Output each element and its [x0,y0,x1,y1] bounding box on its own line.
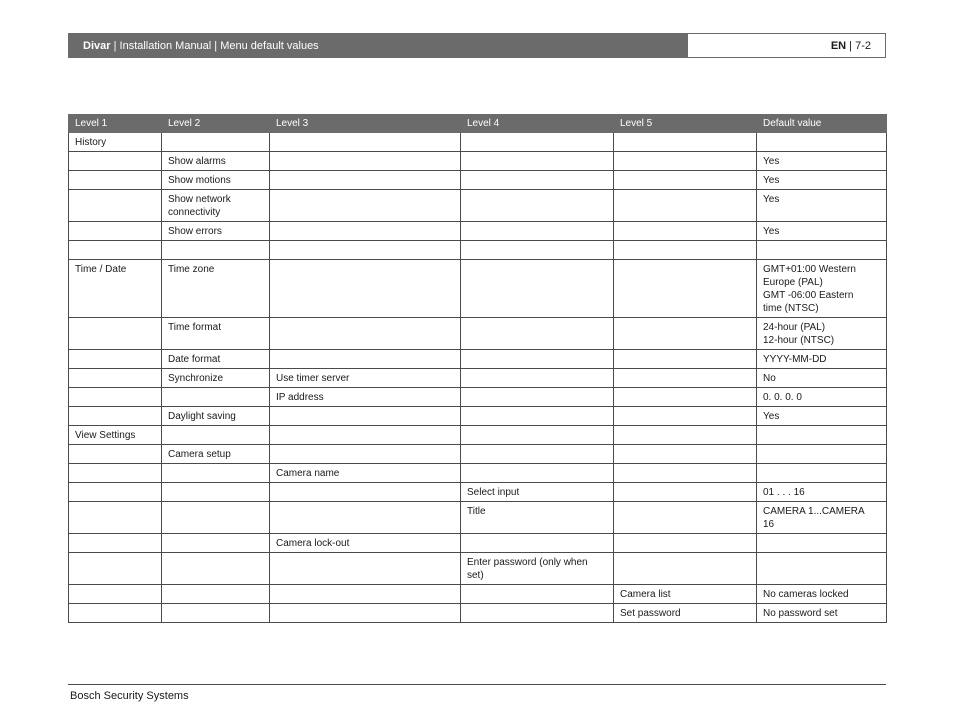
table-cell [614,318,757,350]
table-cell: Title [461,502,614,534]
table-cell [461,585,614,604]
table-row [69,534,887,553]
table-cell: CAMERA 1...CAMERA 16 [757,502,887,534]
table-cell [461,241,614,260]
table-cell [69,152,162,171]
table-cell [614,553,757,585]
table-cell [461,407,614,426]
table-cell [614,534,757,553]
table-cell: Camera setup [162,445,270,464]
table-row [69,350,887,369]
table-cell [270,190,461,222]
footer-divider [68,684,886,685]
table-cell [614,171,757,190]
table-cell [69,222,162,241]
table-cell [69,369,162,388]
table-cell: Camera list [614,585,757,604]
table-row [69,190,887,222]
header-title [69,34,688,57]
footer-company: Bosch Security Systems [70,690,189,702]
table-cell [614,260,757,318]
table-cell [614,222,757,241]
table-cell [69,553,162,585]
table-cell [757,464,887,483]
table-cell [614,190,757,222]
table-cell: 24-hour (PAL) 12-hour (NTSC) [757,318,887,350]
table-cell [614,445,757,464]
table-body [69,133,887,623]
table-cell [757,534,887,553]
table-cell [270,604,461,623]
table-cell [69,445,162,464]
table-cell [461,369,614,388]
table-cell [69,318,162,350]
table-cell: IP address [270,388,461,407]
table-cell [461,388,614,407]
table-cell [614,426,757,445]
table-cell: No cameras locked [757,585,887,604]
table-row [69,133,887,152]
table-cell: 0. 0. 0. 0 [757,388,887,407]
table-row [69,241,887,260]
table-cell [614,407,757,426]
table-row [69,445,887,464]
table-cell: Synchronize [162,369,270,388]
table-cell [614,483,757,502]
table-cell: Yes [757,407,887,426]
table-cell [614,152,757,171]
table-cell [69,483,162,502]
table-cell [270,241,461,260]
table-cell [162,483,270,502]
table-cell [270,318,461,350]
table-cell [270,171,461,190]
table-cell: 01 . . . 16 [757,483,887,502]
table-row [69,222,887,241]
table-row [69,585,887,604]
table-cell: Time zone [162,260,270,318]
table-cell [614,464,757,483]
table-cell [69,585,162,604]
table-cell [461,445,614,464]
table-cell [614,133,757,152]
column-header: Level 3 [270,115,461,133]
table-cell: Use timer server [270,369,461,388]
table-cell [69,388,162,407]
table-cell [270,483,461,502]
table-cell [69,407,162,426]
table-cell [270,350,461,369]
table-cell: No [757,369,887,388]
table-cell [69,604,162,623]
table-cell [461,464,614,483]
table-cell [757,553,887,585]
header-page-info [688,34,885,57]
table-cell [757,445,887,464]
table-cell: Daylight saving [162,407,270,426]
table-row [69,318,887,350]
page-header [68,33,886,58]
table-cell [757,133,887,152]
column-header: Level 1 [69,115,162,133]
table-cell: View Settings [69,426,162,445]
table-cell [270,445,461,464]
table-cell [270,152,461,171]
table-cell [270,133,461,152]
table-cell [614,388,757,407]
table-cell [162,585,270,604]
table-cell: Yes [757,222,887,241]
table-cell [270,222,461,241]
table-cell: Yes [757,190,887,222]
header-document: Installation Manual [119,39,212,52]
table-cell [461,426,614,445]
table-row [69,171,887,190]
table-cell [270,426,461,445]
table-cell: Date format [162,350,270,369]
table-cell: History [69,133,162,152]
table-cell [757,241,887,260]
header-separator: | [110,39,120,52]
column-header: Default value [757,115,887,133]
table-cell [270,260,461,318]
table-cell [69,464,162,483]
table-cell [461,604,614,623]
table-row [69,464,887,483]
table-cell [69,241,162,260]
table-cell: Camera lock-out [270,534,461,553]
table-cell [69,190,162,222]
table-row [69,553,887,585]
table-cell [461,260,614,318]
table-cell [270,502,461,534]
header-brand: Divar [83,39,111,52]
table-cell: Time format [162,318,270,350]
table-cell [461,171,614,190]
table-cell [162,133,270,152]
header-language: EN [830,39,847,52]
column-header: Level 2 [162,115,270,133]
table-cell [69,502,162,534]
table-row [69,152,887,171]
table-cell: GMT+01:00 Western Europe (PAL) GMT -06:00 Eastern time (NTSC) [757,260,887,318]
table-cell [270,585,461,604]
table-row [69,502,887,534]
table-cell: Yes [757,152,887,171]
table-cell [162,502,270,534]
table-cell [162,464,270,483]
table-cell [461,222,614,241]
table-cell: Show motions [162,171,270,190]
table-cell: Enter password (only when set) [461,553,614,585]
table-cell: Select input [461,483,614,502]
column-header: Level 4 [461,115,614,133]
table-cell: No password set [757,604,887,623]
table-cell [162,241,270,260]
table-cell: Yes [757,171,887,190]
header-page-number: 7-2 [855,39,871,52]
table-cell [757,426,887,445]
table-cell [69,171,162,190]
table-row [69,260,887,318]
table-header-row [69,115,887,133]
table-cell [162,388,270,407]
table-cell [461,190,614,222]
header-section: Menu default values [220,39,319,52]
table-cell [461,318,614,350]
header-page-separator: | [846,39,856,52]
table-row [69,369,887,388]
table-cell [162,426,270,445]
table-row [69,388,887,407]
table-cell [614,350,757,369]
table-cell [270,553,461,585]
table-row [69,604,887,623]
table-cell [461,133,614,152]
table-cell [69,350,162,369]
table-cell [162,553,270,585]
table-row [69,483,887,502]
table-cell [162,604,270,623]
menu-defaults-table [68,114,887,623]
table-cell [162,534,270,553]
table-cell: Camera name [270,464,461,483]
column-header: Level 5 [614,115,757,133]
table-row [69,407,887,426]
table-cell [270,407,461,426]
table-row [69,426,887,445]
table-cell [461,152,614,171]
table-cell: Show errors [162,222,270,241]
table-cell: Show alarms [162,152,270,171]
table-cell [614,369,757,388]
header-separator: | [211,39,221,52]
table-cell [461,534,614,553]
table-cell [614,502,757,534]
table-cell [614,241,757,260]
table-cell: YYYY-MM-DD [757,350,887,369]
table-cell: Set password [614,604,757,623]
table-cell: Time / Date [69,260,162,318]
table-cell [69,534,162,553]
table-cell: Show network connectivity [162,190,270,222]
table-cell [461,350,614,369]
